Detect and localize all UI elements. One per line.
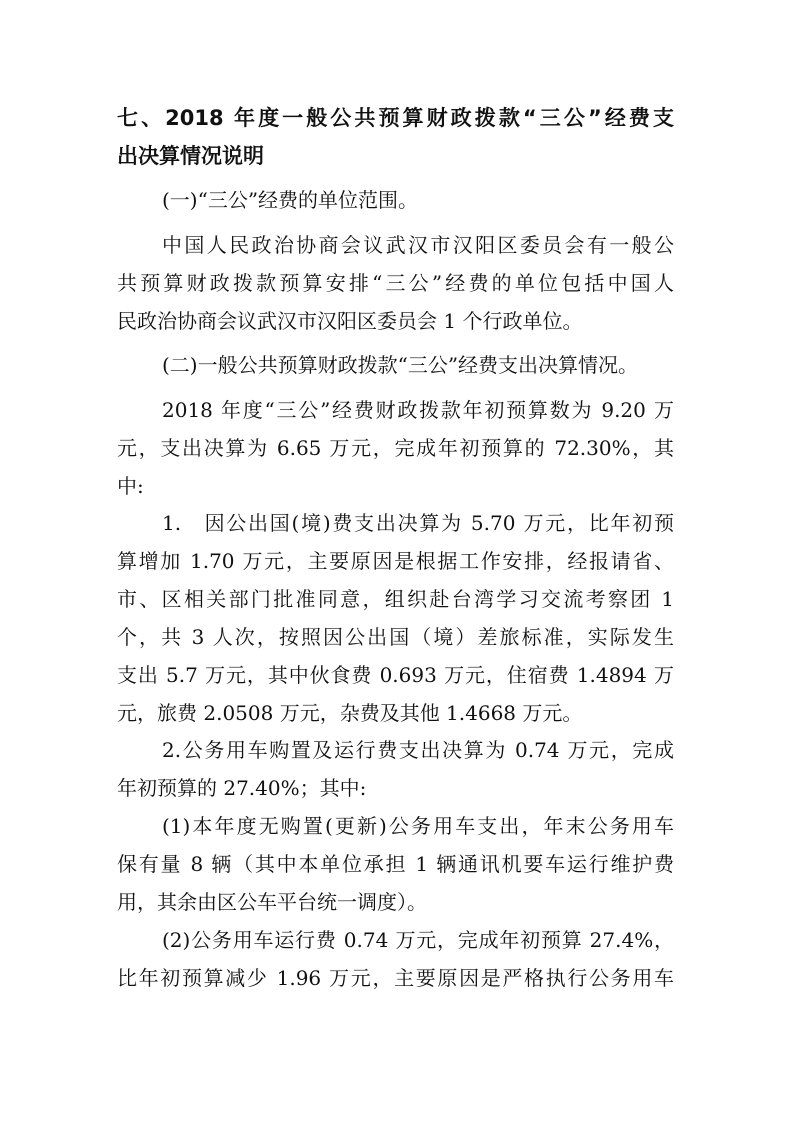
paragraph-line: 元，支出决算为 6.65 万元，完成年初预算的 72.30%，其 [117,436,674,460]
paragraph-line: 共预算财政拨款预算安排“三公”经费的单位包括中国人 [117,271,674,295]
item-1-line: 1. 因公出国(境)费支出决算为 5.70 万元，比年初预 [162,511,674,535]
item-1-line: 市、区相关部门批准同意，组织赴台湾学习交流考察团 1 [117,587,674,611]
item-2-line: 年初预算的 27.40%；其中: [117,776,367,800]
item-1-line: 元，旅费 2.0508 万元，杂费及其他 1.4668 万元。 [117,701,583,725]
paragraph-line: 2018 年度“三公”经费财政拨款年初预算数为 9.20 万 [162,398,674,422]
item-2-2-line: 比年初预算减少 1.96 万元，主要原因是严格执行公务用车 [117,966,674,990]
paragraph-line: 中国人民政治协商会议武汉市汉阳区委员会有一般公 [162,233,674,257]
subsection-title-scope: (一)“三公”经费的单位范围。 [162,188,419,212]
paragraph-line: 民政治协商会议武汉市汉阳区委员会 1 个行政单位。 [117,309,583,333]
item-2-1-line: 保有量 8 辆（其中本单位承担 1 辆通讯机要车运行维护费 [117,852,674,876]
item-2-2-line: (2)公务用车运行费 0.74 万元，完成年初预算 27.4%， [162,928,674,952]
item-1-line: 个，共 3 人次，按照因公出国（境）差旅标准，实际发生 [117,625,674,649]
item-1-line: 算增加 1.70 万元，主要原因是根据工作安排，经报请省、 [117,549,674,573]
paragraph-line: 中: [117,474,144,498]
item-2-1-line: (1)本年度无购置(更新)公务用车支出，年末公务用车 [162,814,674,838]
item-2-line: 2.公务用车购置及运行费支出决算为 0.74 万元，完成 [162,738,674,762]
section-heading-line-2: 出决算情况说明 [117,144,264,168]
item-1-line: 支出 5.7 万元，其中伙食费 0.693 万元，住宿费 1.4894 万 [117,663,674,687]
item-2-1-line: 用，其余由区公车平台统一调度）。 [117,890,427,914]
subsection-title-expenditure: (二)一般公共预算财政拨款“三公”经费支出决算情况。 [162,353,639,377]
section-heading-line-1: 七、2018 年度一般公共预算财政拨款“三公”经费支 [117,106,674,130]
